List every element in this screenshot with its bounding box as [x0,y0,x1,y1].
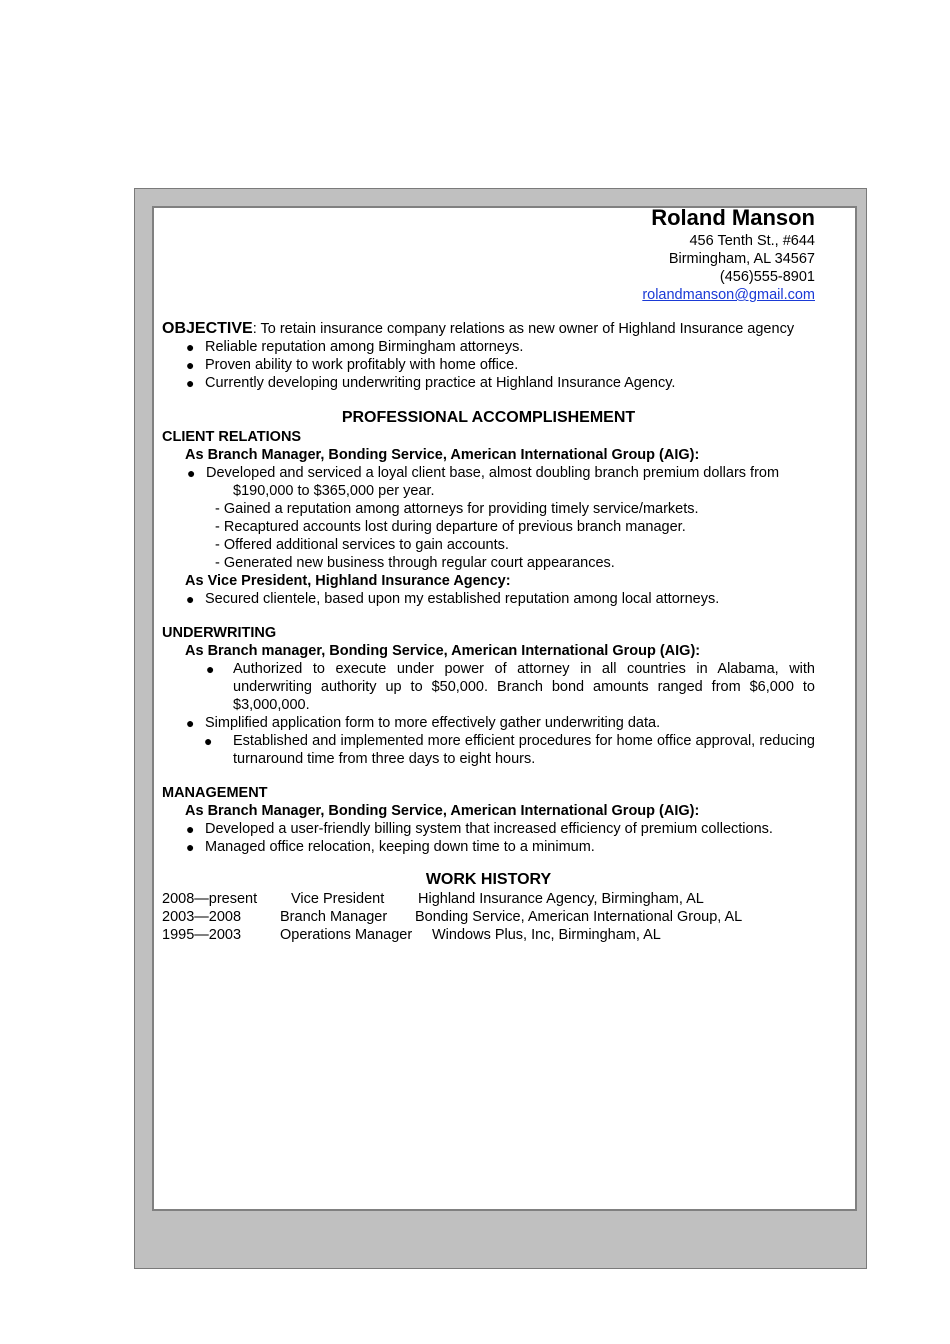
accomplishments-title: PROFESSIONAL ACCOMPLISHEMENT [341,409,636,426]
bullet-icon: ● [186,839,195,855]
city-line: Birmingham, AL 34567 [668,251,815,267]
dash-item: - Generated new business through regular court appearances. [215,555,615,571]
work-history-section [162,870,815,944]
resume-content [162,204,815,944]
role-heading: As Branch Manager, Bonding Service, American International Group (AIG): [185,803,700,819]
list-item: ● Simplified application form to more effectively gather underwriting data. [186,715,661,731]
management-section [162,784,815,856]
table-row [162,926,815,944]
client-relations-title: CLIENT RELATIONS [162,429,302,445]
resume-header [162,204,815,304]
bullet-icon: ● [187,465,196,481]
objective-section [162,320,815,392]
role-heading: As Branch manager, Bonding Service, American International Group (AIG): [185,643,701,659]
table-row [162,908,815,926]
bullet-icon: ● [186,339,195,355]
objective-text: : To retain insurance company relations as new owner of Highland Insurance agency [252,321,795,337]
list-item: ● Developed a user-friendly billing system that increased efficiency of premium collections. [186,821,773,837]
dash-item: - Recaptured accounts lost during departure of previous branch manager. [215,519,686,535]
list-item: ● Currently developing underwriting practice at Highland Insurance Agency. [186,375,676,391]
dash-item: - Gained a reputation among attorneys for providing timely service/markets. [215,501,699,517]
table-row [162,890,815,908]
work-title: Operations Manager [280,927,413,943]
list-item: ● Secured clientele, based upon my established reputation among local attorneys. [186,591,720,607]
phone: (456)555-8901 [719,269,815,285]
work-title: Branch Manager [280,909,388,925]
work-history-title: WORK HISTORY [425,871,552,888]
list-item-continuation: $190,000 to $365,000 per year. [233,483,435,499]
work-company: Windows Plus, Inc, Birmingham, AL [432,927,661,943]
list-item: ● Authorized to execute under power of attorney in all countries in Alabama, with underwriting authority up to $50,000. Branch bond amounts ranged from $6,000 to $3,000,000. [206,661,815,713]
work-years: 2008—present [162,891,258,907]
list-item: ● Developed and serviced a loyal client base, almost doubling branch premium dollars from [187,465,780,481]
role-heading: As Vice President, Highland Insurance Agency: [185,573,511,589]
dash-item: - Offered additional services to gain accounts. [215,537,509,553]
underwriting-title: UNDERWRITING [162,625,277,641]
role-heading: As Branch Manager, Bonding Service, American International Group (AIG): [185,447,700,463]
work-company: Bonding Service, American International Group, AL [415,909,743,925]
management-title: MANAGEMENT [162,785,268,801]
work-company: Highland Insurance Agency, Birmingham, AL [418,891,704,907]
bullet-icon: ● [186,357,195,373]
work-years: 1995—2003 [162,927,242,943]
bullet-icon: ● [206,661,215,677]
list-item: ● Managed office relocation, keeping down time to a minimum. [186,839,595,855]
bullet-icon: ● [204,733,213,749]
work-years: 2003—2008 [162,909,242,925]
address-line: 456 Tenth St., #644 [689,233,815,249]
applicant-name: Roland Manson [651,205,815,230]
client-relations-section [162,428,815,608]
bullet-icon: ● [186,821,195,837]
work-title: Vice President [291,891,385,907]
bullet-icon: ● [186,715,195,731]
list-item: ● Reliable reputation among Birmingham attorneys. [186,339,524,355]
list-item: ● Established and implemented more efficient procedures for home office approval, reducing turnaround time from three days to eight hours. [204,733,815,767]
list-item: ● Proven ability to work profitably with home office. [186,357,519,373]
objective-label: OBJECTIVE [162,320,253,337]
email-link[interactable]: rolandmanson@gmail.com [642,287,815,303]
bullet-icon: ● [186,591,195,607]
bullet-icon: ● [186,375,195,391]
underwriting-section [162,624,815,768]
